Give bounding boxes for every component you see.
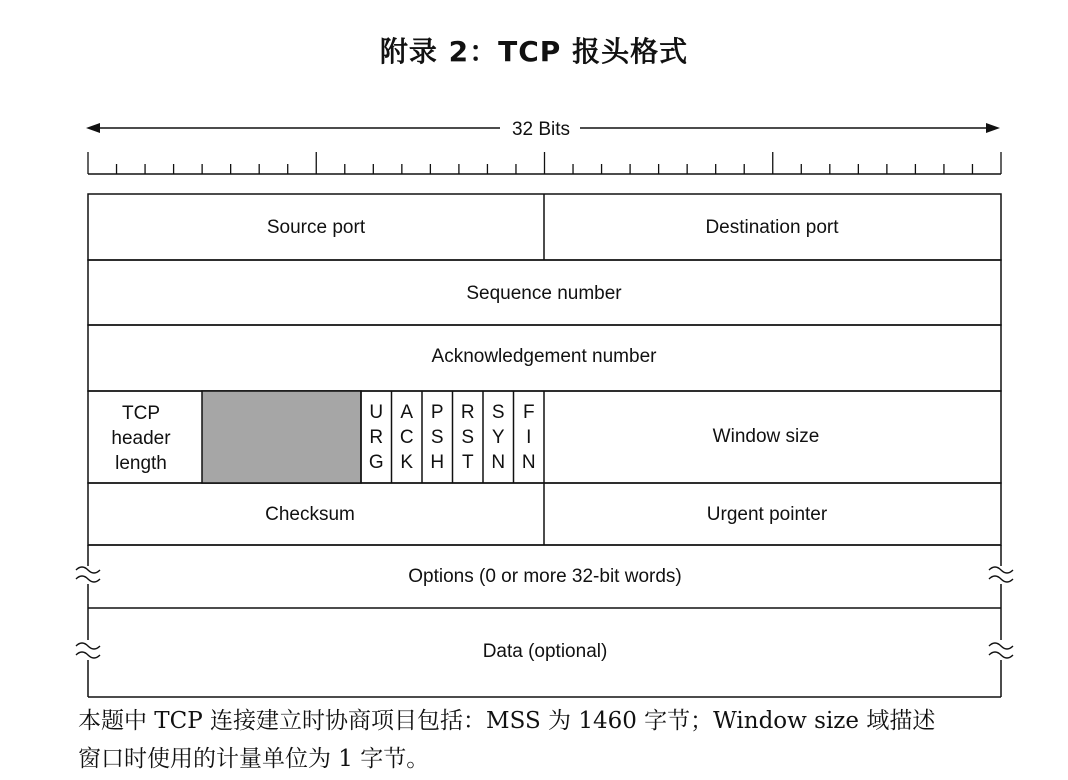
break-mark-left-options	[76, 567, 100, 573]
sequence-number-label: Sequence number	[466, 283, 622, 304]
flag-letter: U	[369, 402, 384, 423]
note-line-1: 本题中 TCP 连接建立时协商项目包括：MSS 为 1460 字节；Window size 域描述	[78, 708, 936, 734]
reserved-bits	[202, 391, 361, 483]
flag-letter: S	[491, 402, 505, 423]
flag-letter: N	[491, 452, 506, 473]
data-label: Data (optional)	[482, 641, 608, 662]
bits-label: 32 Bits	[511, 119, 571, 140]
bits-arrow	[86, 119, 1000, 140]
flag-letter: R	[369, 427, 384, 448]
flag-letter: T	[461, 452, 474, 473]
explanatory-note	[78, 702, 1058, 778]
options-label: Options (0 or more 32-bit words)	[408, 566, 682, 587]
flag-separators	[361, 391, 544, 483]
flag-letter: H	[430, 452, 445, 473]
window-size-label: Window size	[712, 426, 820, 447]
flag-letter: S	[461, 427, 475, 448]
flag-letter: K	[400, 452, 414, 473]
flag-letter: Y	[491, 427, 505, 448]
right-arrowhead	[986, 123, 1000, 133]
flag-letter: G	[368, 452, 384, 473]
flag-letter: P	[430, 402, 444, 423]
flag-letter: R	[460, 402, 475, 423]
destination-port-label: Destination port	[705, 217, 839, 238]
bit-ruler	[88, 152, 1001, 174]
source-port-label: Source port	[266, 217, 366, 238]
note-line-2: 窗口时使用的计量单位为 1 字节。	[78, 746, 430, 772]
tcp-header-length-line3: length	[115, 453, 167, 474]
tcp-header-length-line1: TCP	[122, 403, 160, 424]
flag-letter: I	[526, 427, 532, 448]
acknowledgement-number-label: Acknowledgement number	[431, 346, 657, 367]
header-frame	[88, 194, 1001, 545]
break-mark-left-data	[76, 643, 100, 649]
flag-letter: A	[400, 402, 414, 423]
left-arrowhead	[86, 123, 100, 133]
flag-letter: N	[521, 452, 536, 473]
flag-letter: C	[399, 427, 414, 448]
flag-letter: F	[522, 402, 535, 423]
break-mark-right-options	[989, 567, 1013, 573]
flag-letter: S	[430, 427, 444, 448]
break-mark-right-data	[989, 643, 1013, 649]
urgent-pointer-label: Urgent pointer	[706, 504, 828, 525]
checksum-label: Checksum	[265, 504, 355, 525]
page-title: 附录 2：TCP 报头格式	[379, 35, 689, 68]
tcp-header-length-line2: header	[111, 428, 171, 449]
